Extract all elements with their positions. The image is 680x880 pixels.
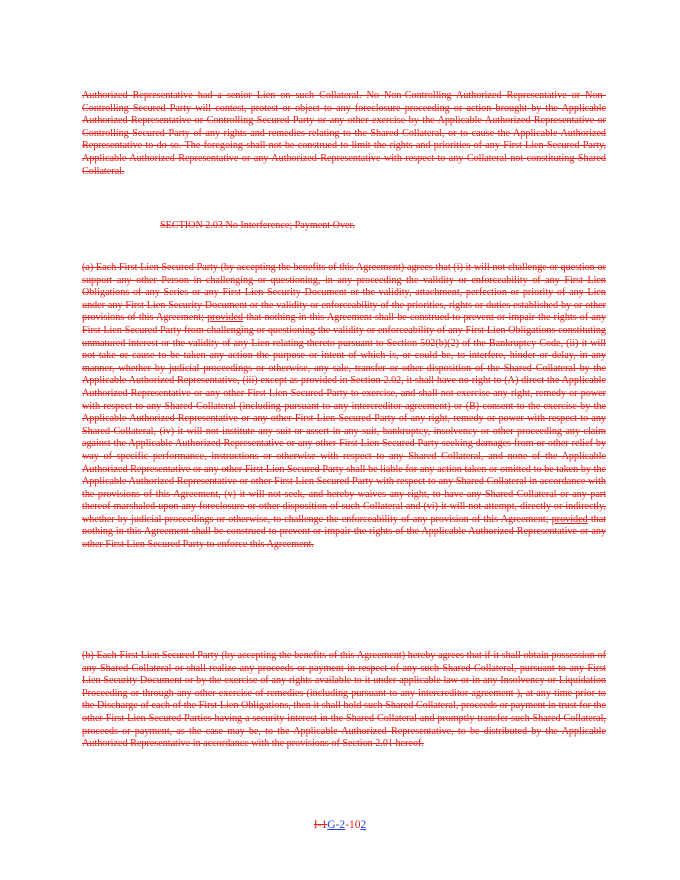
provided-term-1: provided xyxy=(207,312,244,324)
page-number-separator: -10 xyxy=(345,819,361,831)
section-heading: SECTION 2.03 No Interference; Payment Over. xyxy=(160,220,355,231)
paragraph-a xyxy=(82,262,606,552)
page-number-inserted: G-2 xyxy=(327,819,346,831)
page-number-inserted-suffix: 2 xyxy=(360,819,367,831)
paragraph-a-text-2: that nothing in this Agreement shall be construed to prevent or impair the rights of any First Lien Secured Party from challenging or questioning the validity or enforceability of any First Lien Obligations constituting unmatured interest or the validity of any Lien relating thereto pursuant to Section 502(b)(2) of the Bankruptcy Code, (ii) it will not take or cause to be taken any action the purpose or intent of which is, or could be, to interfere, hinder or delay, in any manner, whether by judicial proceedings or otherwise, any sale, transfer or other disposition of the Shared Collateral by the Applicable Authorized Representative, (iii) except as provided in Section 2.02, it shall have no right to (A) direct the Applicable Authorized Representative or any other First Lien Secured Party to exercise, and shall not exercise any right, remedy or power with respect to any Shared Collateral (including pursuant to any intercreditor agreement) or (B) consent to the exercise by the Applicable Authorized Representative or any other First Lien Secured Party of any right, remedy or power with respect to any Shared Collateral, (iv) it will not institute any suit or assert in any suit, bankruptcy, insolvency or other proceeding any claim against the Applicable Authorized Representative or any other First Lien Secured Party seeking damages from or other relief by way of specific performance, instructions or otherwise with respect to any Shared Collateral, and none of the Applicable Authorized Representative or any other First Lien Secured Party shall be liable for any action taken or omitted to be taken by the Applicable Authorized Representative or other First Lien Secured Party with respect to any Shared Collateral in accordance with the provisions of this Agreement, (v) it will not seek, and hereby waives any right, to have any Shared Collateral or any part thereof marshaled upon any foreclosure or other disposition of such Collateral and (vi) it will not attempt, directly or indirectly, whether by judicial proceedings or otherwise, to challenge the enforceability of any provision of this Agreement; xyxy=(82,312,606,525)
paragraph-b: (b) Each First Lien Secured Party (by accepting the benefits of this Agreement) hereby agrees that if it shall obtain possession of any Shared Collateral or shall realize any proceeds or payment in respect of any such Shared Collateral, pursuant to any First Lien Security Document or by the exercise of any rights available to it under applicable law or in any Insolvency or Liquidation Proceeding or through any other exercise of remedies (including pursuant to any intercreditor agreement ), at any time prior to the Discharge of each of the First Lien Obligations, then it shall hold such Shared Collateral, proceeds or payment in trust for the other First Lien Secured Parties having a security interest in the Shared Collateral and promptly transfer such Shared Collateral, proceeds or payment, as the case may be, to the Applicable Authorized Representative, to be distributed by the Applicable Authorized Representative in accordance with the provisions of Section 2.01 hereof. xyxy=(82,650,606,750)
provided-term-2: provided xyxy=(551,513,588,525)
page-number-deleted: I-1 xyxy=(313,819,328,831)
paragraph-a-text-1: (a) Each First Lien Secured Party (by accepting the benefits of this Agreement) agrees that (i) it will not challenge or question or support any other Person in challenging or questioning, in any proceeding the validity or enforceability of any First Lien Obligations of any Series or any First Lien Security Document or the validity, attachment, perfection or priority of any Lien under any First Lien Security Document or the validity or enforceability of the priorities, rights or duties established by or other provisions of this Agreement; xyxy=(82,262,606,324)
page-number-footer xyxy=(0,818,680,832)
paragraph-a-text-3: that nothing in this Agreement shall be construed to prevent or impair the rights of the Applicable Authorized Representative or any other First Lien Secured Party to enforce this Agreement. xyxy=(82,513,607,551)
paragraph-continued: Authorized Representative had a senior Lien on such Collateral. No Non-Controlling Authorized Representative or Non-Controlling Secured Party will contest, protest or object to any foreclosure proceeding or action brought by the Applicable Authorized Representative or Controlling Secured Party or any other exercise by the Applicable Authorized Representative or Controlling Secured Party of any rights and remedies relating to the Shared Collateral, or to cause the Applicable Authorized Representative to do so. The foregoing shall not be construed to limit the rights and priorities of any First Lien Secured Party, Applicable Authorized Representative or any Authorized Representative with respect to any Collateral not constituting Shared Collateral. xyxy=(82,90,606,177)
